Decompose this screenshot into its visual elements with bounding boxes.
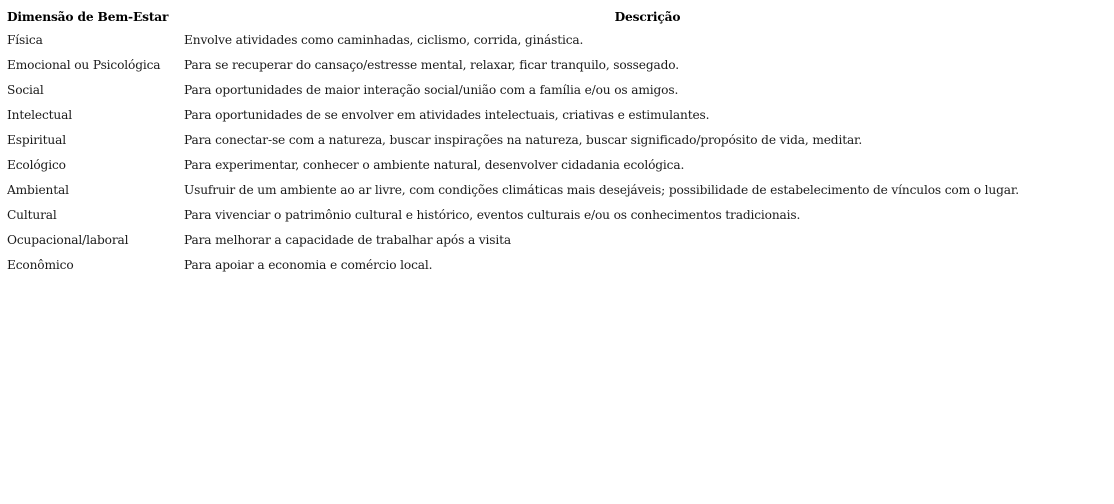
header-description: Descrição: [614, 10, 681, 24]
row-dimension: Econômico: [7, 258, 74, 272]
row-description: Para vivenciar o patrimônio cultural e histórico, eventos culturais e/ou os conhecimentos tradicionais.: [184, 208, 801, 222]
table-row: [7, 128, 1111, 153]
row-dimension: Ecológico: [7, 158, 66, 172]
row-description: Para oportunidades de se envolver em atividades intelectuais, criativas e estimulantes.: [184, 108, 710, 122]
row-dimension: Física: [7, 33, 43, 47]
table-row: [7, 253, 1111, 278]
table-row: [7, 53, 1111, 78]
row-description: Para melhorar a capacidade de trabalhar após a visita: [184, 233, 511, 247]
row-dimension: Emocional ou Psicológica: [7, 58, 161, 72]
table-header-row: [7, 6, 1111, 28]
table-row: [7, 78, 1111, 103]
row-description: Para se recuperar do cansaço/estresse mental, relaxar, ficar tranquilo, sossegado.: [184, 58, 679, 72]
table-row: [7, 178, 1111, 203]
table-row: [7, 103, 1111, 128]
row-description: Envolve atividades como caminhadas, ciclismo, corrida, ginástica.: [184, 33, 584, 47]
wellbeing-dimensions-table: [7, 6, 1111, 278]
table-row: [7, 203, 1111, 228]
row-dimension: Intelectual: [7, 108, 72, 122]
table-row: [7, 228, 1111, 253]
wellbeing-table-container: [7, 6, 1111, 278]
row-description: Para conectar-se com a natureza, buscar inspirações na natureza, buscar significado/propósito de vida, meditar.: [184, 133, 863, 147]
row-description: Usufruir de um ambiente ao ar livre, com condições climáticas mais desejáveis; possibilidade de estabelecimento de vínculos com o lugar.: [184, 183, 1019, 197]
table-row: [7, 153, 1111, 178]
header-dimension: Dimensão de Bem-Estar: [7, 10, 169, 24]
row-description: Para apoiar a economia e comércio local.: [184, 258, 433, 272]
table-row: [7, 28, 1111, 53]
row-dimension: Social: [7, 83, 44, 97]
row-description: Para experimentar, conhecer o ambiente natural, desenvolver cidadania ecológica.: [184, 158, 685, 172]
row-dimension: Espiritual: [7, 133, 66, 147]
row-dimension: Ocupacional/laboral: [7, 233, 129, 247]
row-description: Para oportunidades de maior interação social/união com a família e/ou os amigos.: [184, 83, 679, 97]
row-dimension: Cultural: [7, 208, 57, 222]
row-dimension: Ambiental: [7, 183, 69, 197]
